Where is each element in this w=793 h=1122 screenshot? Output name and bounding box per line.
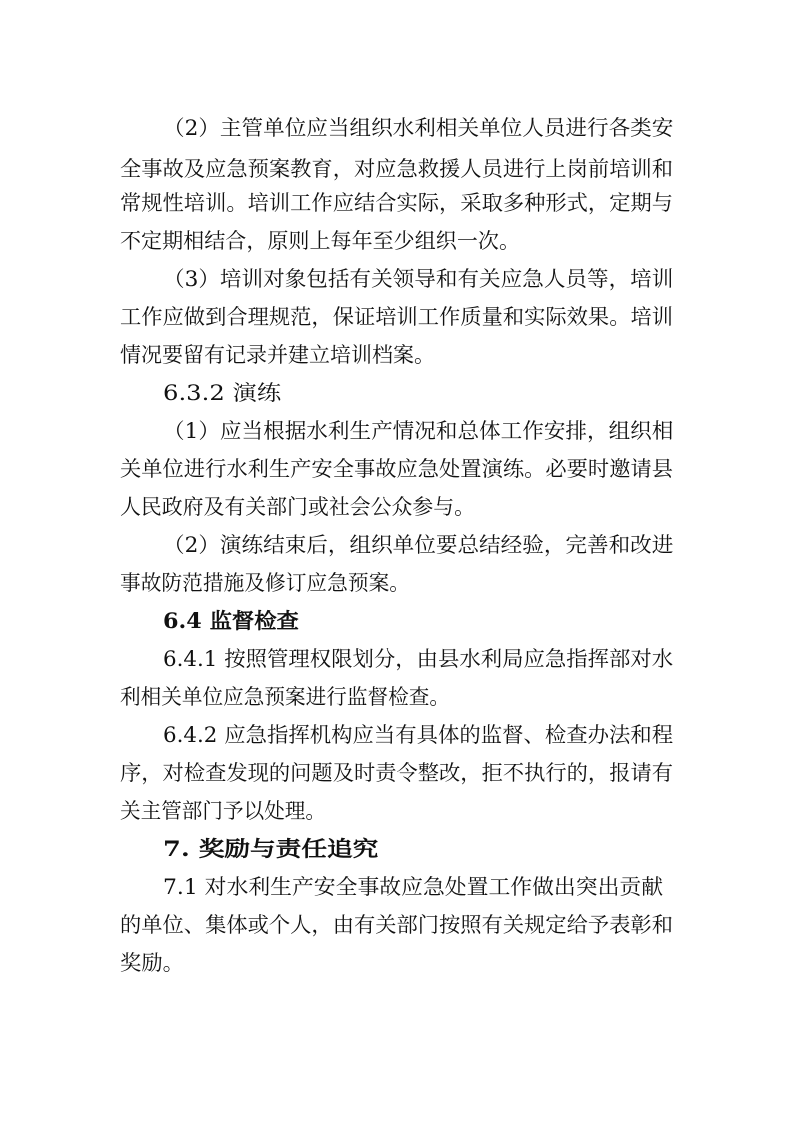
paragraph-line: （3）培训对象包括有关领导和有关应急人员等，培训 bbox=[163, 267, 674, 291]
paragraph-line: 人民政府及有关部门或社会公众参与。 bbox=[120, 495, 475, 519]
paragraph-line: 利相关单位应急预案进行监督检查。 bbox=[120, 685, 450, 709]
paragraph-line: 6.4.2 应急指挥机构应当有具体的监督、检查办法和程 bbox=[163, 723, 674, 747]
paragraph-line: （1）应当根据水利生产情况和总体工作安排，组织相 bbox=[163, 419, 674, 443]
chapter-heading: 7. 奖励与责任追究 bbox=[163, 836, 379, 861]
paragraph-line: 序，对检查发现的问题及时责令整改，拒不执行的，报请有 bbox=[120, 761, 673, 785]
paragraph-line: 不定期相结合，原则上每年至少组织一次。 bbox=[120, 229, 520, 253]
paragraph-line: 的单位、集体或个人，由有关部门按照有关规定给予表彰和 bbox=[120, 913, 673, 937]
paragraph-line: 常规性培训。培训工作应结合实际，采取多种形式，定期与 bbox=[120, 191, 673, 215]
paragraph-line: 工作应做到合理规范，保证培训工作质量和实际效果。培训 bbox=[120, 305, 673, 329]
paragraph-line: 关单位进行水利生产安全事故应急处置演练。必要时邀请县 bbox=[120, 457, 673, 481]
paragraph-line: 6.4.1 按照管理权限划分，由县水利局应急指挥部对水 bbox=[163, 647, 674, 671]
paragraph-line: 情况要留有记录并建立培训档案。 bbox=[120, 343, 435, 367]
paragraph-line: 事故防范措施及修订应急预案。 bbox=[120, 571, 410, 595]
paragraph-line: （2）主管单位应当组织水利相关单位人员进行各类安 bbox=[163, 116, 674, 140]
paragraph-line: （2）演练结束后，组织单位要总结经验，完善和改进 bbox=[163, 533, 674, 557]
section-heading: 6.3.2 演练 bbox=[163, 381, 282, 405]
paragraph-line: 奖励。 bbox=[120, 951, 184, 975]
paragraph-line: 7.1 对水利生产安全事故应急处置工作做出突出贡献 bbox=[163, 875, 664, 899]
paragraph-line: 关主管部门予以处理。 bbox=[120, 799, 326, 823]
paragraph-line: 全事故及应急预案教育，对应急救援人员进行上岗前培训和 bbox=[120, 157, 673, 181]
section-heading: 6.4 监督检查 bbox=[163, 608, 299, 633]
